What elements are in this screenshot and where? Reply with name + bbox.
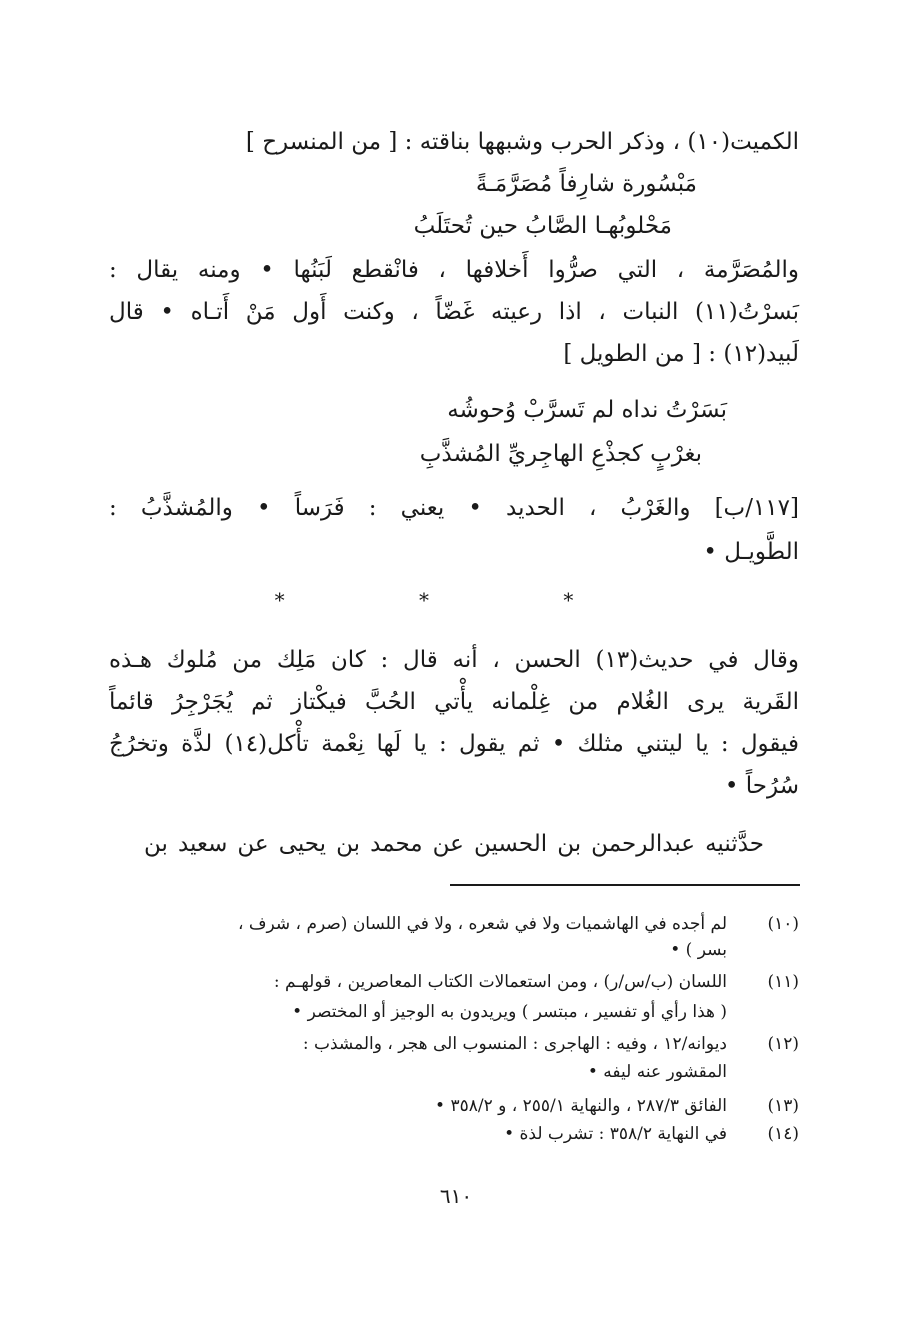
text-line: [١١٧/ب] والغَرْبُ ، الحديد • يعني : فَرَساً • والمُشذَّبُ : (109, 495, 799, 521)
text-line: فيقول : يا ليتني مثلك • ثم يقول : يا لَها نِعْمة تأْكل(١٤) لذَّة وتخرُجُ (109, 731, 799, 757)
footnote-number: (١٤) (767, 1124, 799, 1144)
footnote-text: الفائق ٢٨٧/٣ ، والنهاية ٢٥٥/١ ، و ٣٥٨/٢ • (435, 1096, 727, 1116)
footnote-number: (١٣) (767, 1096, 799, 1116)
page-number: ٦١٠ (439, 1184, 473, 1208)
verse-line: مَبْسُورة شارِفاً مُصَرَّمَـةً (475, 171, 697, 197)
footnote-text: المقشور عنه ليفه • (587, 1062, 727, 1082)
footnote-text: ديوانه/١٢ ، وفيه : الهاجرى : المنسوب الى هجر ، والمشذب : (302, 1034, 727, 1054)
text-line: الكميت(١٠) ، وذكر الحرب وشبهها بناقته : [ من المنسرح ] (245, 129, 799, 155)
text-line: بَسرْتُ(١١) النبات ، اذا رعيته غَضّاً ، وكنت أَول مَنْ أَتـاه • قال (109, 299, 799, 325)
footnote-number: (١٠) (767, 914, 799, 934)
section-divider-stars: * * * (274, 588, 638, 612)
footnote-text: ( هذا رأي أو تفسير ، مبتسر ) ويريدون به الوجيز أو المختصر • (292, 1002, 727, 1022)
footnote-number: (١١) (767, 972, 799, 992)
text-line: وقال في حديث(١٣) الحسن ، أنه قال : كان مَلِك من مُلوك هـذه (109, 647, 800, 673)
footnote-text: في النهاية ٣٥٨/٢ : تشرب لذة • (504, 1124, 727, 1144)
text-line: حدَّثنيه عبدالرحمن بن الحسين عن محمد بن يحيى عن سعيد بن (144, 831, 764, 857)
text-line: سُرُحاً • (724, 773, 799, 799)
verse-line: بَسَرْتُ نداه لم تَسرَّبْ وُحوشُه (447, 397, 727, 423)
footnote-number: (١٢) (767, 1034, 799, 1054)
footnote-text: لم أجده في الهاشميات ولا في شعره ، ولا في اللسان (صرم ، شرف ، (238, 914, 727, 934)
footnote-text: بسر ) • (670, 940, 727, 960)
footnote-text: اللسان (ب/س/ر) ، ومن استعمالات الكتاب المعاصرين ، قولهـم : (273, 972, 727, 992)
verse-line: بغرْبٍ كجذْعِ الهاجِريِّ المُشذَّبِ (419, 441, 702, 467)
text-line: لَبيد(١٢) : [ من الطويل ] (563, 341, 799, 367)
text-line: الطَّويـل • (703, 539, 799, 565)
footnote-separator (450, 884, 800, 886)
verse-line: مَحْلوبُهـا الصَّابُ حين تُحتَلَبُ (413, 213, 672, 239)
text-line: والمُصَرَّمة ، التي صرُّوا أَخلافها ، فانْقطع لَبَنُها • ومنه يقال : (109, 257, 799, 283)
text-line: القَرية يرى الغُلام من غِلْمانه يأْتي الحُبَّ فيكْتاز ثم يُجَرْجِرُ قائماً (109, 689, 799, 715)
